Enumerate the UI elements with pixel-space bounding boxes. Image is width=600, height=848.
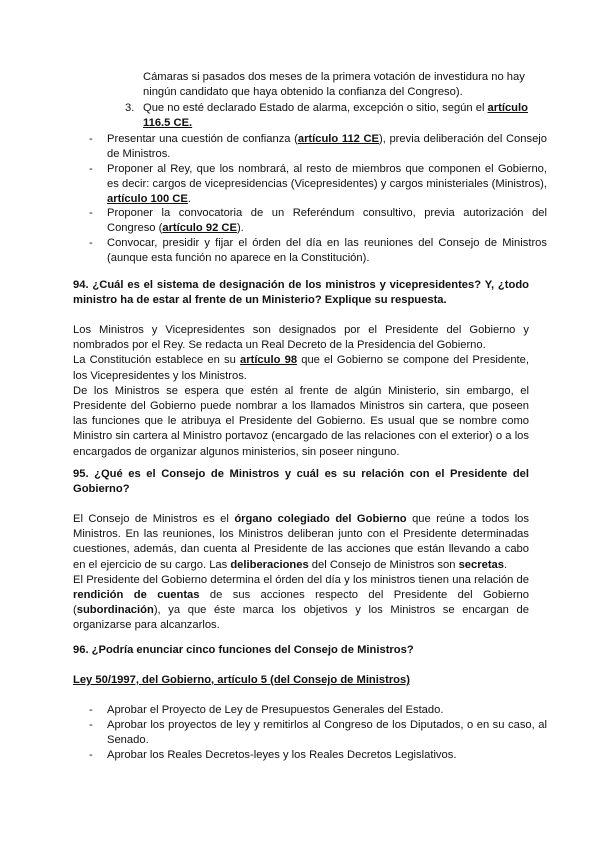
bullet-text: Aprobar los proyectos de ley y remitirlos al Congreso de los Diputados, o en su caso, al Senado. [107, 719, 547, 747]
heading-text: 96. ¿Podría enunciar cinco funciones del Consejo de Ministros? [73, 644, 414, 656]
function-item [89, 703, 547, 718]
paragraph [73, 353, 529, 383]
heading-text: 94. ¿Cuál es el sistema de designación de los ministros y vicepresidentes? Y, ¿todo ministro ha de estar al frente de un Ministerio? Explique su respuesta. [73, 279, 529, 307]
bullet-dash: - [89, 163, 93, 175]
bold-text: rendición de cuentas [73, 589, 200, 602]
article-link[interactable]: artículo 112 CE [297, 133, 380, 145]
question-94-answer [73, 323, 529, 460]
numbered-item-3 [125, 101, 547, 131]
heading-text: 95. ¿Qué es el Consejo de Ministros y cuál es su relación con el Presidente del Gobierno? [73, 468, 529, 496]
continuation-text: Cámaras si pasados dos meses de la primera votación de investidura no hay ningún candidato que haya obtenido la confianza del Congreso). [143, 71, 525, 99]
bullet-text: Proponer la convocatoria de un Referéndum consultivo, previa autorización del Congreso ( [107, 207, 547, 235]
bullet-item [89, 206, 547, 236]
bullet-text: ). [236, 222, 244, 235]
text: La Constitución establece en su [73, 354, 241, 367]
bullet-text: . [187, 193, 191, 206]
bullet-dash: - [89, 749, 93, 761]
bullet-dash: - [89, 719, 93, 731]
bullet-text: Proponer al Rey, que los nombrará, al resto de miembros que componen el Gobierno, es decir: cargos de vicepresidencias (Vicepresidentes) y cargos ministeriales (Ministros), [107, 163, 547, 191]
question-96-heading [73, 643, 529, 658]
bullet-text: Presentar una cuestión de confianza ( [107, 133, 298, 145]
paragraph [73, 512, 529, 573]
function-item [89, 718, 547, 748]
paragraph: Los Ministros y Vicepresidentes son designados por el Presidente del Gobierno y nombrados por el Rey. Se redacta un Real Decreto de la Presidencia del Gobierno. [73, 324, 529, 352]
bullet-dash: - [89, 133, 93, 145]
bullet-dash: - [89, 704, 93, 716]
law-reference-text[interactable]: Ley 50/1997, del Gobierno, artículo 5 (del Consejo de Ministros) [73, 674, 410, 686]
paragraph: De los Ministros se espera que estén al frente de algún Ministerio, sin embargo, el Presidente del Gobierno puede nombrar a los llamados Ministros sin cartera, que poseen las funciones que le atribuya el Presidente del Gobierno. Es usual que se nombre como Ministro sin cartera al Ministro portavoz (encargado de las relaciones con el exterior) o a los encargados de organizar algunos ministerios, sin poseer ninguno. [73, 384, 529, 458]
text: . [504, 558, 508, 571]
bold-text: subordinación [76, 604, 154, 617]
law-reference [73, 673, 529, 688]
list-continuation [143, 70, 529, 100]
bullet-item [89, 132, 547, 162]
bullet-item [89, 236, 547, 266]
article-link[interactable]: artículo 98 [240, 354, 298, 367]
bold-text: secretas [458, 558, 504, 571]
bold-text: deliberaciones [230, 558, 309, 571]
article-link[interactable]: artículo 116.5 CE. [143, 102, 528, 130]
function-item [89, 748, 547, 763]
question-95-answer [73, 512, 529, 634]
bullet-text: Convocar, presidir y fijar el órden del día en las reuniones del Consejo de Ministros (aunque esta función no aparece en la Constitución). [107, 237, 547, 265]
question-95-heading [73, 467, 529, 497]
bullet-dash: - [89, 237, 93, 249]
text: de sus acciones respecto del Presidente del Gobierno ( [73, 589, 529, 617]
bullet-text: ), previa deliberación del Consejo de Ministros. [107, 133, 547, 161]
bullet-text: Aprobar el Proyecto de Ley de Presupuestos Generales del Estado. [107, 704, 444, 716]
text: que reúne a todos los Ministros. En las reuniones, los Ministros deliberan junto con el Presidente determinadas cuestiones, además, dan cuenta al Presidente de las acciones que están llevando a cabo en el ejercicio de su cargo. Las [73, 513, 529, 571]
article-link[interactable]: artículo 100 CE [107, 193, 188, 206]
bullet-dash: - [89, 207, 93, 219]
article-link[interactable]: artículo 92 CE [162, 222, 237, 235]
question-94-heading [73, 278, 529, 308]
text: El Consejo de Ministros es el [73, 513, 235, 525]
item-text: Que no esté declarado Estado de alarma, excepción o sitio, según el [143, 102, 488, 114]
text: del Consejo de Ministros son [308, 558, 459, 571]
text: ), ya que éste marca los objetivos y los Ministros se encargan de organizarse para alcanzarlos. [73, 604, 529, 632]
bullet-item [89, 162, 547, 208]
paragraph [73, 573, 529, 634]
bullet-text: Aprobar los Reales Decretos-leyes y los Reales Decretos Legislativos. [107, 749, 457, 761]
text: que el Gobierno se compone del Presidente, los Vicepresidentes y los Ministros. [73, 354, 529, 382]
text: El Presidente del Gobierno determina el órden del día y los ministros tienen una relación de [73, 573, 529, 586]
bold-text: órgano colegiado del Gobierno [234, 513, 407, 525]
item-number: 3. [125, 102, 135, 114]
